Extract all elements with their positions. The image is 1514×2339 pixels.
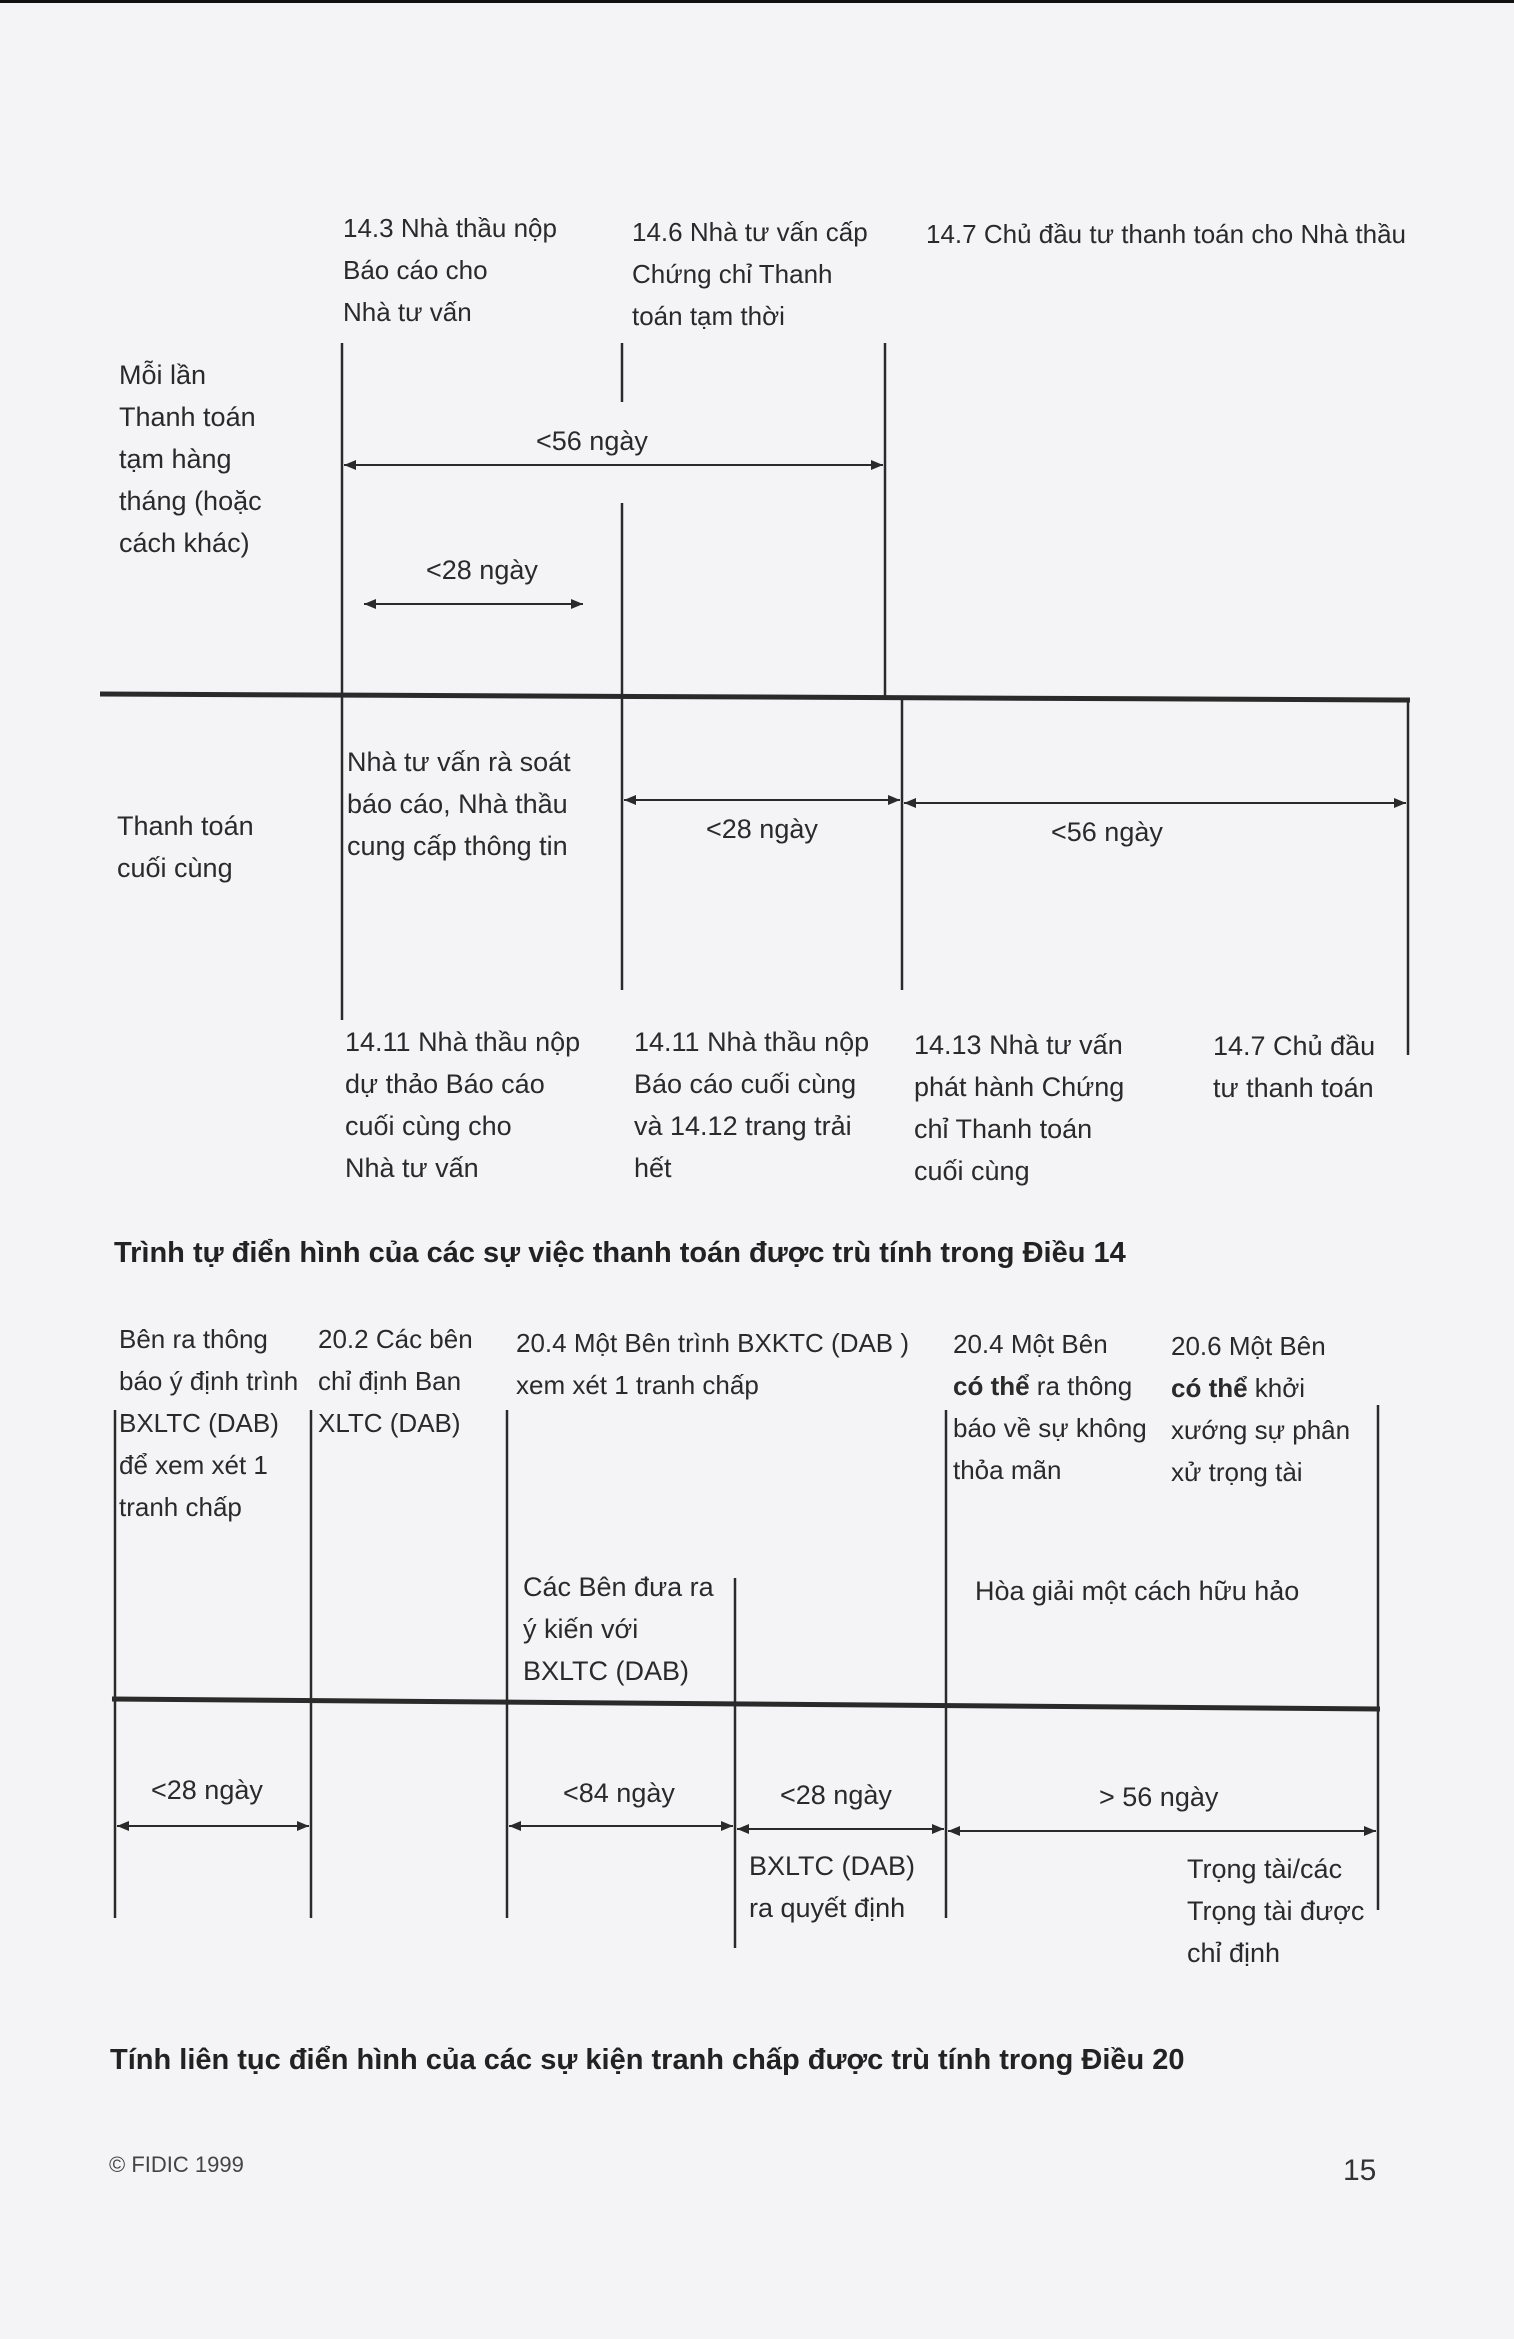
c20-event-20-6 — [1171, 1325, 1350, 1493]
c20-duration-84: <84 ngày — [563, 1778, 675, 1808]
c20-divider-line — [112, 1699, 1380, 1709]
c20-duration-28b: <28 ngày — [780, 1780, 892, 1810]
c14-review-note: Nhà tư vấn rà soát báo cáo, Nhà thầu cung cấp thông tin — [347, 747, 571, 861]
page-number: 15 — [1343, 2154, 1377, 2187]
c20-event-20-4b-rest: ra thông báo về sự không thỏa mãn — [953, 1371, 1147, 1485]
c20-event-20-4-dissatisfaction — [953, 1323, 1147, 1491]
c20-event-20-6-rest: khởi xướng sự phân xử trọng tài — [1171, 1373, 1351, 1487]
c20-duration-28a: <28 ngày — [151, 1775, 263, 1805]
copyright: © FIDIC 1999 — [109, 2152, 244, 2177]
c14-event-14-13: 14.13 Nhà tư vấn phát hành Chứng chỉ Thanh toán cuối cùng — [914, 1030, 1125, 1186]
c14-divider-line — [100, 694, 1410, 700]
c14-row-label-final: Thanh toán cuối cùng — [117, 811, 254, 883]
c20-caption: Tính liên tục điển hình của các sự kiện tranh chấp được trù tính trong Điều 20 — [110, 2044, 1185, 2076]
c20-event-20-2: 20.2 Các bên chỉ định Ban XLTC (DAB) — [318, 1324, 473, 1438]
c20-duration-56: > 56 ngày — [1099, 1782, 1219, 1812]
c14-duration-28-top: <28 ngày — [426, 555, 538, 585]
c14-duration-56-bottom: <56 ngày — [1051, 817, 1163, 847]
c20-event-20-4: 20.4 Một Bên trình BXKTC (DAB ) xem xét 1 tranh chấp — [516, 1328, 910, 1400]
c14-event-14-11-final: 14.11 Nhà thầu nộp Báo cáo cuối cùng và 14.12 trang trải hết — [634, 1027, 870, 1183]
c20-event-notice: Bên ra thông báo ý định trình BXLTC (DAB) để xem xét 1 tranh chấp — [119, 1324, 299, 1522]
c20-dab-decision: BXLTC (DAB) ra quyết định — [749, 1851, 916, 1923]
c14-event-14-6: 14.6 Nhà tư vấn cấp Chứng chỉ Thanh toán tạm thời — [632, 217, 868, 331]
c20-parties-submit: Các Bên đưa ra ý kiến với BXLTC (DAB) — [523, 1572, 714, 1686]
c14-duration-56-top: <56 ngày — [536, 426, 648, 456]
c20-event-20-4b-prefix: 20.4 Một Bên — [953, 1329, 1108, 1359]
c14-caption: Trình tự điển hình của các sự việc thanh toán được trù tính trong Điều 14 — [114, 1237, 1126, 1269]
c14-event-14-7: 14.7 Chủ đầu tư thanh toán cho Nhà thầu — [926, 219, 1406, 249]
c14-row-label-interim: Mỗi lần Thanh toán tạm hàng tháng (hoặc cách khác) — [119, 360, 262, 558]
c20-arbitrators-appointed: Trọng tài/các Trọng tài được chỉ định — [1187, 1854, 1365, 1968]
c20-event-20-6-bold: có thể — [1171, 1373, 1248, 1403]
c14-event-14-7-final: 14.7 Chủ đầu tư thanh toán — [1213, 1031, 1376, 1103]
c20-event-20-6-prefix: 20.6 Một Bên — [1171, 1331, 1326, 1361]
c14-event-14-3: 14.3 Nhà thầu nộp Báo cáo cho Nhà tư vấn — [343, 213, 557, 327]
c20-amicable-settlement: Hòa giải một cách hữu hảo — [975, 1576, 1300, 1606]
c14-event-14-11-draft: 14.11 Nhà thầu nộp dự thảo Báo cáo cuối cùng cho Nhà tư vấn — [345, 1027, 581, 1183]
c14-duration-28-bottom: <28 ngày — [706, 814, 818, 844]
c20-event-20-4b-bold: có thể — [953, 1371, 1030, 1401]
